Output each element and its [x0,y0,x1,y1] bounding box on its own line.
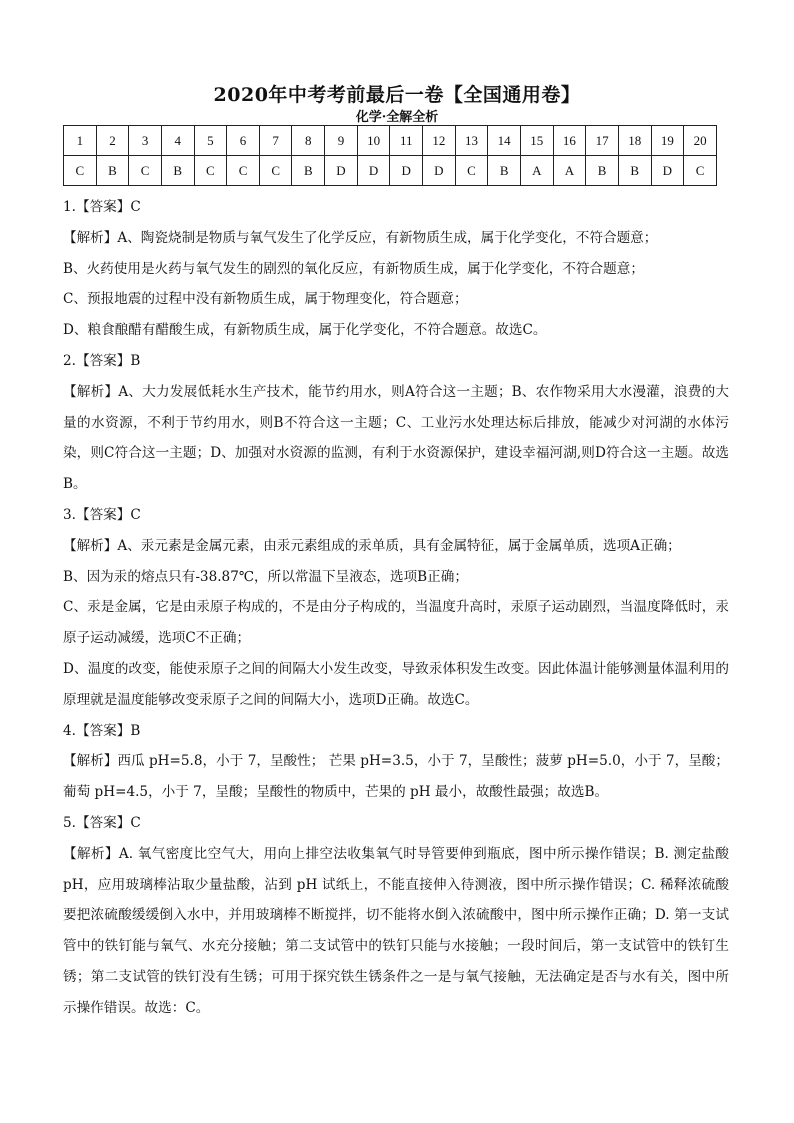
explanation-paragraph: 【解析】A、汞元素是金属元素，由汞元素组成的汞单质，具有金属特征，属于金属单质，选项A正确； [63,537,681,554]
answer-heading: 1.【答案】C [63,199,141,215]
question-number: 18 [618,126,651,156]
question-block [63,500,729,716]
answer-letter: B [618,156,651,186]
question-number: 16 [553,126,586,156]
question-number: 12 [423,126,456,156]
answer-table-number-row [64,126,717,156]
answer-letter: C [227,156,260,186]
answer-letter: D [390,156,423,186]
question-number: 9 [325,126,358,156]
answer-letter: C [259,156,292,186]
question-number: 5 [194,126,227,156]
question-block [63,808,729,1024]
answer-letter: B [96,156,129,186]
question-number: 13 [455,126,488,156]
explanation-paragraph: B、火药使用是火药与氧气发生的剧烈的氧化反应，有新物质生成，属于化学变化，不符合题意； [63,260,644,277]
question-number: 10 [357,126,390,156]
answer-letter: C [455,156,488,186]
answer-letter: C [129,156,162,186]
explanation-paragraph: C、预报地震的过程中没有新物质生成，属于物理变化，符合题意； [63,291,468,308]
question-number: 7 [259,126,292,156]
answer-letter: B [586,156,619,186]
page-title: 2020年中考考前最后一卷【全国通用卷】 [213,84,581,106]
answer-letter: C [684,156,717,186]
answer-letter: C [194,156,227,186]
question-number: 3 [129,126,162,156]
answer-letter: B [292,156,325,186]
answer-table-answer-row [64,156,717,186]
answer-letter: A [520,156,553,186]
question-number: 1 [64,126,97,156]
question-block [63,192,729,346]
answer-letter: D [423,156,456,186]
question-number: 11 [390,126,423,156]
question-number: 2 [96,126,129,156]
answer-letter: A [553,156,586,186]
answer-table [63,125,717,186]
page-subtitle: 化学·全解全析 [355,110,439,125]
answer-letter: D [651,156,684,186]
question-number: 19 [651,126,684,156]
question-block [63,346,729,500]
answer-heading: 2.【答案】B [63,352,141,369]
answer-letter: C [64,156,97,186]
answer-heading: 4.【答案】B [63,722,141,739]
answer-heading: 5.【答案】C [63,814,141,831]
question-number: 14 [488,126,521,156]
explanations [63,192,729,1024]
explanation-paragraph: 【解析】西瓜 pH=5.8，小于 7，呈酸性； 芒果 pH=3.5，小于 7，呈酸性；菠萝 pH=5.0，小于 7，呈酸； 葡萄 pH=4.5，小于 7，呈酸；呈酸性的物质中，芒果的 pH 最小，故酸性最强；故选B。 [63,753,729,801]
answer-letter: D [325,156,358,186]
explanation-paragraph: 【解析】A、陶瓷烧制是物质与氧气发生了化学反应，有新物质生成，属于化学变化，不符合题意； [63,229,658,246]
explanation-paragraph: D、粮食酿醋有醋酸生成，有新物质生成，属于化学变化，不符合题意。故选C。 [63,322,547,339]
explanation-paragraph: 【解析】A. 氧气密度比空气大，用向上排空法收集氧气时导管要伸到瓶底，图中所示操作错误；B. 测定盐酸 pH，应用玻璃棒沾取少量盐酸，沾到 pH 试纸上，不能直接伸入待测液，图中所示操作错误；C. 稀释浓硫酸要把浓硫酸缓缓倒入水中，并用玻璃棒不断搅拌，切不能将水倒入浓硫酸中，图中所示操作正确；D. 第一支试管中的铁钉能与氧气、水充分接触；第二支试管中的铁钉只能与水接触；一段时间后，第一支试管中的铁钉生锈；第二支试管的铁钉没有生锈；可用于探究铁生锈条件之一是与氧气接触，无法确定是否与水有关，图中所示操作错误。故选：C。 [63,845,729,1016]
answer-letter: B [488,156,521,186]
answer-letter: D [357,156,390,186]
question-number: 8 [292,126,325,156]
explanation-paragraph: 【解析】A、大力发展低耗水生产技术，能节约用水，则A符合这一主题；B、农作物采用大水漫灌，浪费的大量的水资源，不利于节约用水，则B不符合这一主题；C、工业污水处理达标后排放，能减少对河湖的水体污染，则C符合这一主题；D、加强对水资源的监测，有利于水资源保护，建设幸福河湖,则D符合这一主题。故选B。 [63,383,729,493]
answer-letter: B [161,156,194,186]
explanation-paragraph: B、因为汞的熔点只有-38.87℃，所以常温下呈液态，选项B正确； [63,568,468,585]
question-number: 15 [520,126,553,156]
question-number: 20 [684,126,717,156]
question-number: 4 [161,126,194,156]
explanation-paragraph: D、温度的改变，能使汞原子之间的间隔大小发生改变，导致汞体积发生改变。因此体温计能够测量体温利用的原理就是温度能够改变汞原子之间的间隔大小，选项D正确。故选C。 [63,660,729,708]
question-number: 6 [227,126,260,156]
explanation-paragraph: C、汞是金属，它是由汞原子构成的，不是由分子构成的，当温度升高时，汞原子运动剧烈，当温度降低时，汞原子运动减缓，选项C不正确； [63,599,729,647]
question-number: 17 [586,126,619,156]
answer-heading: 3.【答案】C [63,506,141,523]
question-block [63,716,729,808]
